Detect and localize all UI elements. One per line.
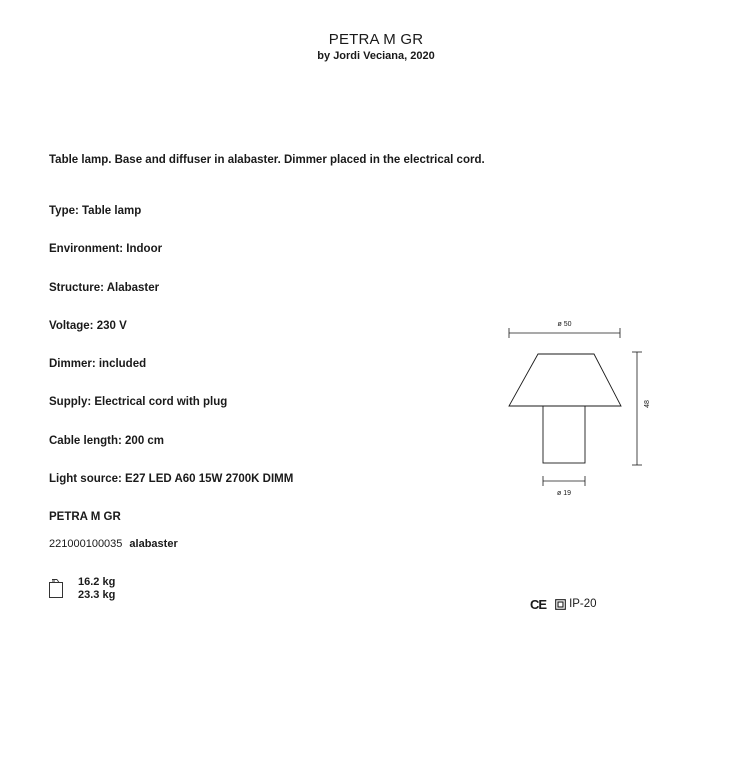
- product-name: PETRA M GR: [49, 511, 121, 523]
- package-weight-icon: [48, 577, 64, 599]
- spec-structure: Structure: Alabaster: [49, 282, 160, 294]
- gross-weight: 23.3 kg: [78, 589, 116, 601]
- base-dimension-line: [543, 476, 585, 486]
- height-dimension-line: [632, 352, 642, 465]
- product-title: PETRA M GR: [328, 31, 424, 48]
- spec-supply: Supply: Electrical cord with plug: [49, 396, 228, 408]
- spec-environment: Environment: Indoor: [49, 243, 163, 255]
- spec-light-source: Light source: E27 LED A60 15W 2700K DIMM: [49, 473, 294, 485]
- spec-cable-length: Cable length: 200 cm: [49, 435, 165, 447]
- spec-voltage: Voltage: 230 V: [49, 320, 127, 332]
- width-dimension-line: [509, 328, 620, 338]
- reference-row: [49, 538, 178, 550]
- spec-type: Type: Table lamp: [49, 205, 142, 217]
- designer-credit: by Jordi Veciana, 2020: [317, 50, 435, 62]
- finish-label: alabaster: [129, 538, 178, 550]
- weights-block: [78, 576, 115, 602]
- base-dimension-label: ø 19: [556, 490, 572, 497]
- reference-code: 221000100035: [49, 538, 123, 550]
- product-description: Table lamp. Base and diffuser in alabaster. Dimmer placed in the electrical cord.: [49, 154, 485, 166]
- height-dimension-label: 48: [644, 400, 651, 408]
- lamp-shade: [509, 354, 621, 406]
- net-weight: 16.2 kg: [78, 576, 116, 588]
- certification-marks: [530, 596, 597, 612]
- class-ii-double-square-icon: [555, 599, 566, 610]
- ce-mark: CE: [530, 596, 547, 612]
- lamp-dimension-drawing: [500, 315, 670, 500]
- width-dimension-label: ø 50: [557, 321, 572, 328]
- lamp-base: [543, 406, 585, 463]
- ip-rating: IP-20: [569, 598, 597, 610]
- spec-dimmer: Dimmer: included: [49, 358, 147, 370]
